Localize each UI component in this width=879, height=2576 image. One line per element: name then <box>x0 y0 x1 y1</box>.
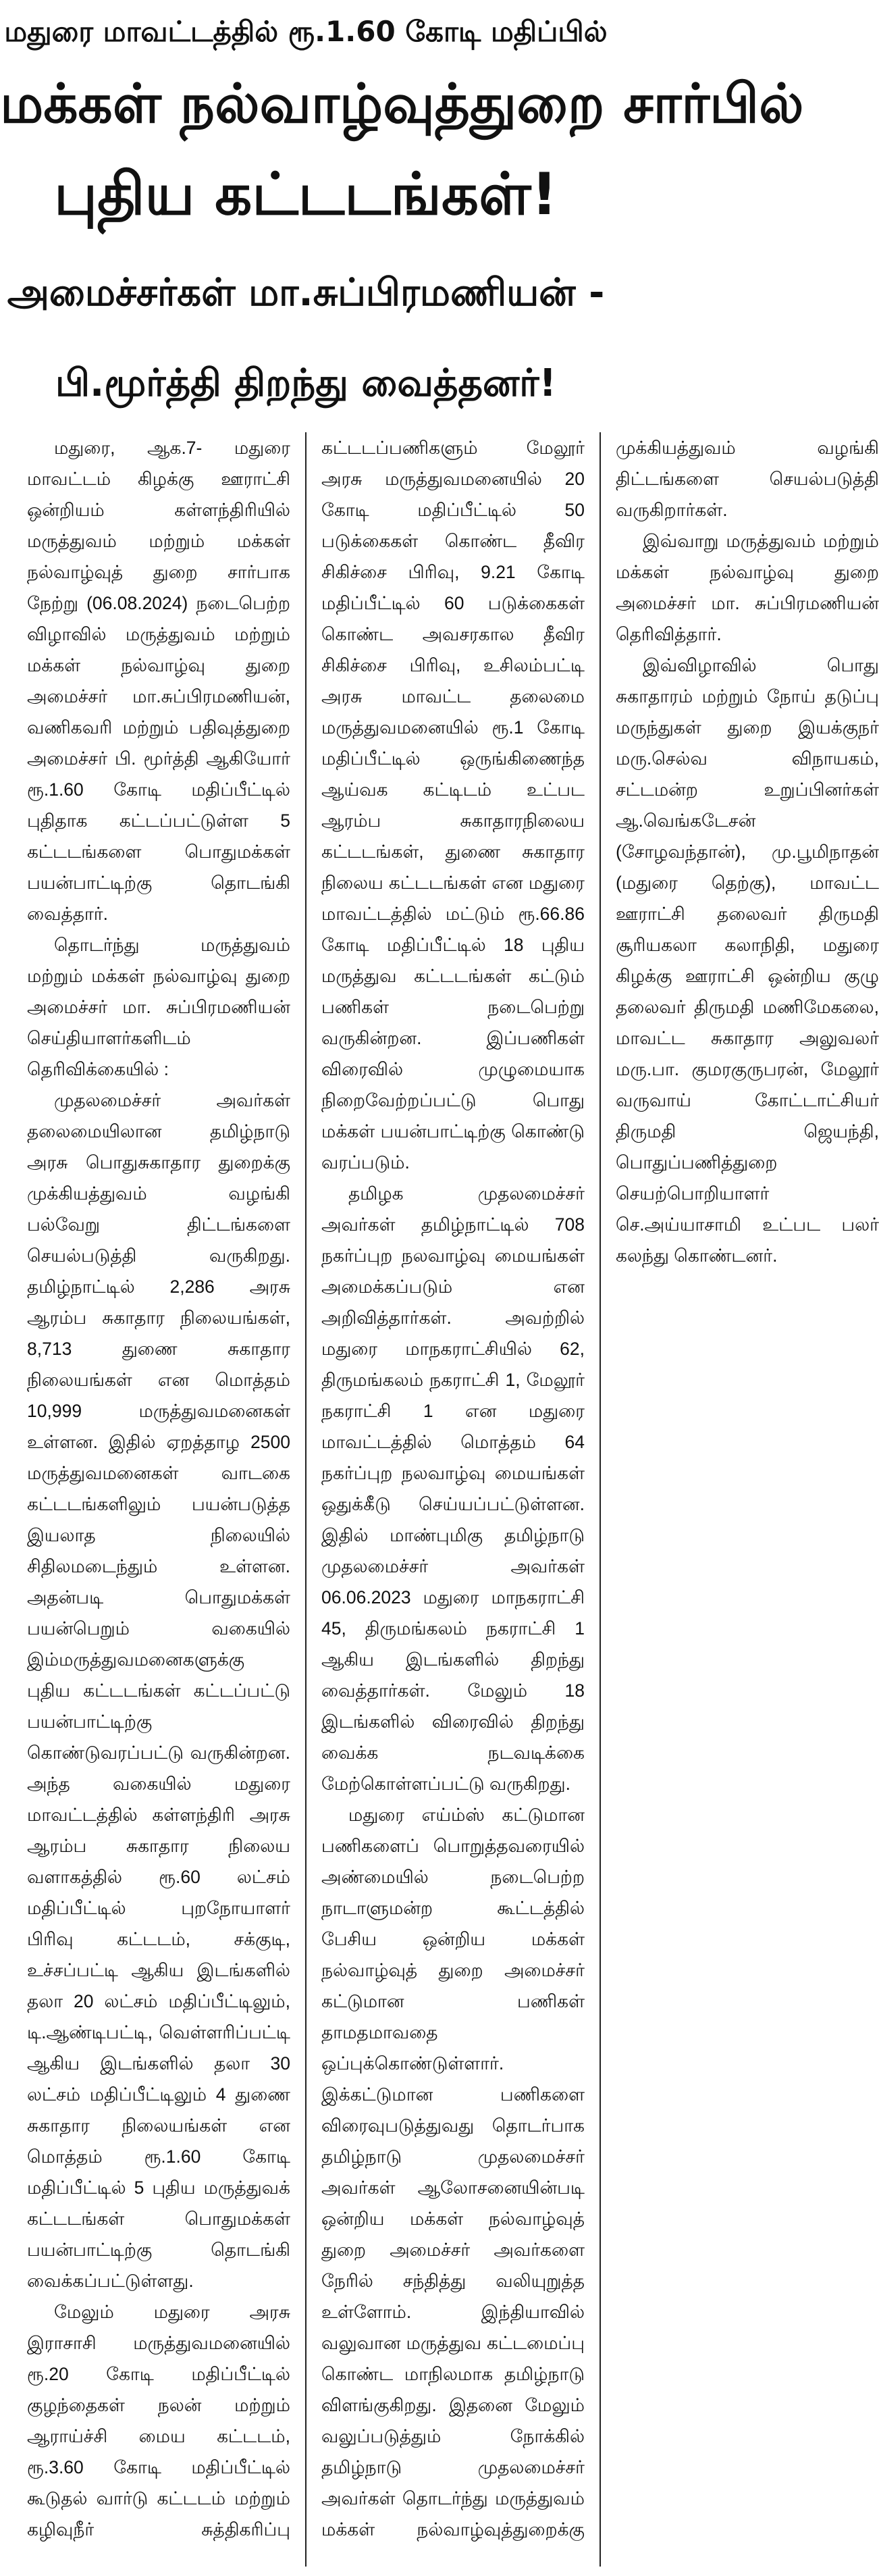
headline-main-line-1: மக்கள் நல்வாழ்வுத்துறை சார்பில் <box>0 72 804 135</box>
article-paragraph: மதுரை எய்ம்ஸ் கட்டுமான பணிகளைப் பொறுத்தவரையில் அண்மையில் நடைபெற்ற நாடாளுமன்ற கூட்டத்தில் பேசிய ஒன்றிய மக்கள் நல்வாழ்வுத் துறை அமைச்சர் கட்டுமான பணிகள் தாமதமாவதை ஒப்புக்கொண்டுள்ளார். இக்கட்டுமான பணிகளை விரைவுபடுத்துவது தொடர்பாக தமிழ்நாடு முதலமைச்சர் அவர்கள் ஆலோசனையின்படி ஒன்றிய மக்கள் நல்வாழ்வுத் துறை அமைச்சர் அவர்களை நேரில் சந்தித்து வலியுறுத்த உள்ளோம். இந்தியாவில் வலுவான மருத்துவ கட்டமைப்பு கொண்ட மாநிலமாக தமிழ்நாடு விளங்குகிறது. இதனை மேலும் வலுப்படுத்தும் நோக்கில் தமிழ்நாடு முதலமைச்சர் அவர்கள் தொடர்ந்து மருத்துவம் மக்கள் நல்வாழ்வுத்துறைக்கு முக்கியத்துவம் வழங்கி திட்டங்களை செயல்படுத்தி வருகிறார்கள். <box>321 438 879 2540</box>
headline-main-line-2: புதிய கட்டடங்கள்! <box>54 161 558 228</box>
headline-subtitle-line-1: அமைச்சர்கள் மா.சுப்பிரமணியன் - <box>7 271 605 315</box>
article-paragraph: இவ்வாறு மருத்துவம் மற்றும் மக்கள் நல்வாழ்வு துறை அமைச்சர் மா. சுப்பிரமணியன் தெரிவித்தார். <box>616 531 879 644</box>
article-body <box>27 432 879 2567</box>
article-paragraph: மேலும் மதுரை அரசு இராசாசி மருத்துவமனையில் ரூ.20 கோடி மதிப்பீட்டில் குழந்தைகள் நலன் மற்றும் ஆராய்ச்சி மைய கட்டடம், ரூ.3.60 கோடி மதிப்பீட்டில் கூடுதல் வார்டு கட்டடம் மற்றும் கழிவுநீர் சுத்திகரிப்பு கட்டடப்பணிகளும் மேலூர் அரசு மருத்துவமனையில் 20 கோடி மதிப்பீட்டில் 50 படுக்கைகள் கொண்ட தீவிர சிகிச்சை பிரிவு, 9.21 கோடி மதிப்பீட்டில் 60 படுக்கைகள் கொண்ட அவசரகால தீவிர சிகிச்சை பிரிவு, உசிலம்பட்டி அரசு மாவட்ட தலைமை மருத்துவமனையில் ரூ.1 கோடி மதிப்பீட்டில் ஒருங்கிணைந்த ஆய்வக கட்டிடம் உட்பட ஆரம்ப சுகாதாரநிலைய கட்டடங்கள், துணை சுகாதார நிலைய கட்டடங்கள் என மதுரை மாவட்டத்தில் மட்டும் ரூ.66.86 கோடி மதிப்பீட்டில் 18 புதிய மருத்துவ கட்டடங்கள் கட்டும் பணிகள் நடைபெற்று வருகின்றன. இப்பணிகள் விரைவில் முழுமையாக நிறைவேற்றப்பட்டு பொது மக்கள் பயன்பாட்டிற்கு கொண்டு வரப்படும். <box>27 438 585 2540</box>
article-paragraph: தமிழக முதலமைச்சர் அவர்கள் தமிழ்நாட்டில் 708 நகர்ப்புற நலவாழ்வு மையங்கள் அமைக்கப்படும் என அறிவித்தார்கள். அவற்றில் மதுரை மாநகராட்சியில் 62, திருமங்கலம் நகராட்சி 1, மேலூர் நகராட்சி 1 என மதுரை மாவட்டத்தில் மொத்தம் 64 நகர்ப்புற நலவாழ்வு மையங்கள் ஒதுக்கீடு செய்யப்பட்டுள்ளன. இதில் மாண்புமிகு தமிழ்நாடு முதலமைச்சர் அவர்கள் 06.06.2023 மதுரை மாநகராட்சி 45, திருமங்கலம் நகராட்சி 1 ஆகிய இடங்களில் திறந்து வைத்தார்கள். மேலும் 18 இடங்களில் விரைவில் திறந்து வைக்க நடவடிக்கை மேற்கொள்ளப்பட்டு வருகிறது. <box>321 1183 585 1794</box>
article-paragraph-attendees: இவ்விழாவில் பொது சுகாதாரம் மற்றும் நோய் தடுப்பு மருந்துகள் துறை இயக்குநர் மரு.செல்வ விநாயகம், சட்டமன்ற உறுப்பினர்கள் ஆ.வெங்கடேசன் (சோழவந்தான்), மு.பூமிநாதன் (மதுரை தெற்கு), மாவட்ட ஊராட்சி தலைவர் திருமதி சூரியகலா கலாநிதி, மதுரை கிழக்கு ஊராட்சி ஒன்றிய குழு தலைவர் திருமதி மணிமேகலை, மாவட்ட சுகாதார அலுவலர் மரு.பா. குமரகுருபரன், மேலூர் வருவாய் கோட்டாட்சியர் திருமதி ஜெயந்தி, பொதுப்பணித்துறை செயற்பொறியாளர் செ.அய்யாசாமி உட்பட பலர் கலந்து கொண்டனர். <box>616 655 879 1266</box>
article-paragraph: முதலமைச்சர் அவர்கள் தலைமையிலான தமிழ்நாடு அரசு பொதுசுகாதார துறைக்கு முக்கியத்துவம் வழங்கி பல்வேறு திட்டங்களை செயல்படுத்தி வருகிறது. தமிழ்நாட்டில் 2,286 அரசு ஆரம்ப சுகாதார நிலையங்கள், 8,713 துணை சுகாதார நிலையங்கள் என மொத்தம் 10,999 மருத்துவமனைகள் உள்ளன. இதில் ஏறத்தாழ 2500 மருத்துவமனைகள் வாடகை கட்டடங்களிலும் பயன்படுத்த இயலாத நிலையில் சிதிலமடைந்தும் உள்ளன. அதன்படி பொதுமக்கள் பயன்பெறும் வகையில் இம்மருத்துவமனைகளுக்கு புதிய கட்டடங்கள் கட்டப்பட்டு பயன்பாட்டிற்கு கொண்டுவரப்பட்டு வருகின்றன. அந்த வகையில் மதுரை மாவட்டத்தில் கள்ளந்திரி அரசு ஆரம்ப சுகாதார நிலைய வளாகத்தில் ரூ.60 லட்சம் மதிப்பீட்டில் புறநோயாளர் பிரிவு கட்டடம், சக்குடி, உச்சப்பட்டி ஆகிய இடங்களில் தலா 20 லட்சம் மதிப்பீட்டிலும், டி.ஆண்டிபட்டி, வெள்ளரிப்பட்டி ஆகிய இடங்களில் தலா 30 லட்சம் மதிப்பீட்டிலும் 4 துணை சுகாதார நிலையங்கள் என மொத்தம் ரூ.1.60 கோடி மதிப்பீட்டில் 5 புதிய மருத்துவக் கட்டடங்கள் பொதுமக்கள் பயன்பாட்டிற்கு தொடங்கி வைக்கப்பட்டுள்ளது. <box>27 1090 290 2291</box>
article-paragraph: தொடர்ந்து மருத்துவம் மற்றும் மக்கள் நல்வாழ்வு துறை அமைச்சர் மா. சுப்பிரமணியன் செய்தியாளர்களிடம் தெரிவிக்கையில் : <box>27 935 290 1079</box>
article-paragraph-dateline: மதுரை, ஆக.7- மதுரை மாவட்டம் கிழக்கு ஊராட்சி ஒன்றியம் கள்ளந்திரியில் மருத்துவம் மற்றும் மக்கள் நல்வாழ்வுத் துறை சார்பாக நேற்று (06.08.2024) நடைபெற்ற விழாவில் மருத்துவம் மற்றும் மக்கள் நல்வாழ்வு துறை அமைச்சர் மா.சுப்பிரமணியன், வணிகவரி மற்றும் பதிவுத்துறை அமைச்சர் பி. மூர்த்தி ஆகியோர் ரூ.1.60 கோடி மதிப்பீட்டில் புதிதாக கட்டப்பட்டுள்ள 5 கட்டடங்களை பொதுமக்கள் பயன்பாட்டிற்கு தொடங்கி வைத்தார். <box>27 438 290 924</box>
headline-kicker: மதுரை மாவட்டத்தில் ரூ.1.60 கோடி மதிப்பில் <box>4 15 608 48</box>
headline-subtitle-line-2: பி.மூர்த்தி திறந்து வைத்தனர்! <box>55 361 557 405</box>
